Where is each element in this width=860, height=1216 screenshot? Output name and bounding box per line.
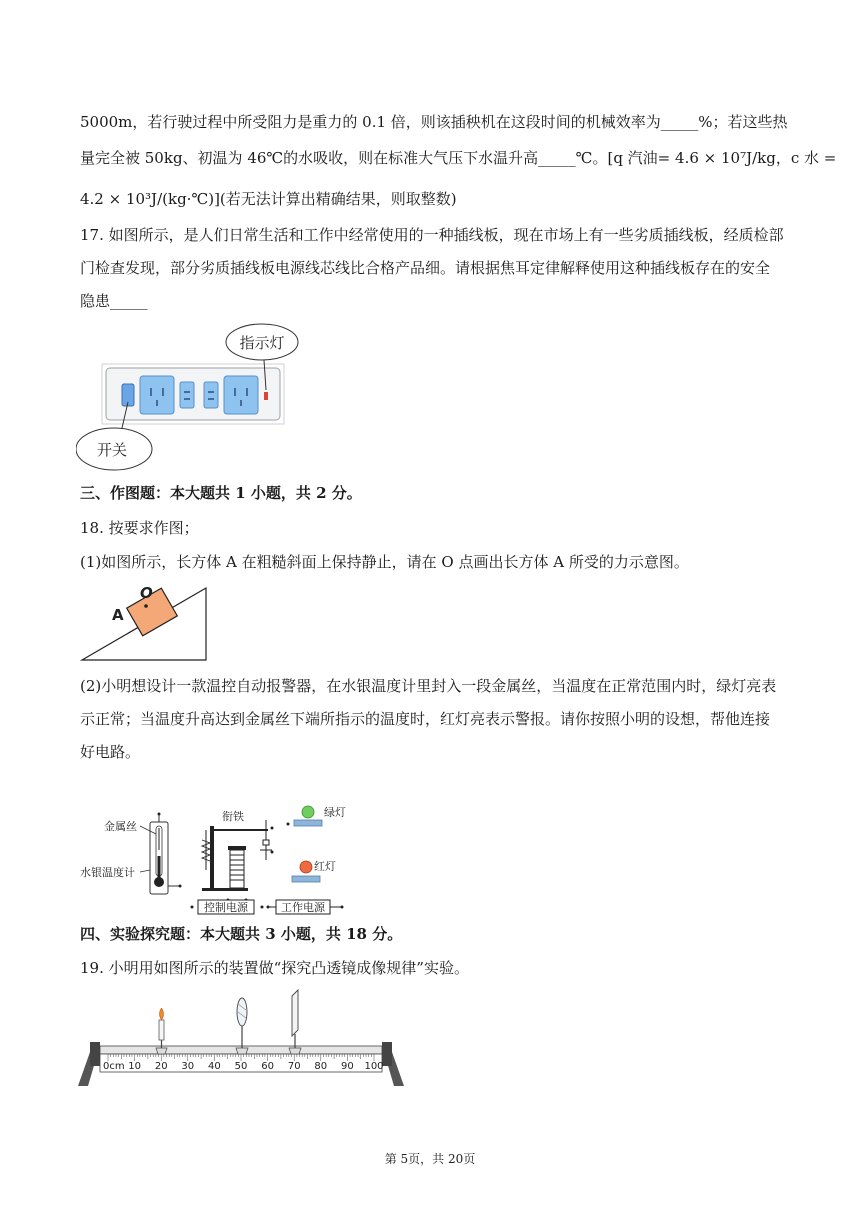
power-strip-figure	[76, 322, 306, 472]
q17-line-3: 隐患_____	[80, 292, 148, 310]
bench-tick-label: 20	[154, 1061, 168, 1072]
q16-line-3: 4.2 × 10³J/(kg·℃)](若无法计算出精确结果，则取整数)	[80, 190, 457, 208]
page-footer: 第 5页，共 20页	[384, 1152, 476, 1166]
bench-tick-label: 70	[287, 1061, 301, 1072]
bench-tick-label: 50	[234, 1061, 248, 1072]
q18-part-2-line-2: 示正常；当温度升高达到金属丝下端所指示的温度时，红灯亮表示警报。请你按照小明的设想，帮他连接	[80, 710, 771, 728]
q18-part-2-line-1: (2)小明想设计一款温控自动报警器，在水银温度计里封入一段金属丝，当温度在正常范围内时，绿灯亮表	[80, 677, 777, 695]
metal-wire-label: 金属丝	[104, 820, 137, 833]
q17-line-2: 门检查发现，部分劣质插线板电源线芯线比合格产品细。请根据焦耳定律解释使用这种插线板存在的安全	[80, 259, 771, 277]
switch-label: 开关	[96, 441, 128, 459]
bench-tick-label: 40	[208, 1061, 221, 1072]
section-4-heading: 四、实验探究题：本大题共 3 小题，共 18 分。	[80, 925, 403, 943]
q18-intro: 18. 按要求作图；	[80, 519, 199, 537]
red-lamp-label: 红灯	[314, 860, 336, 873]
bench-tick-label: 10	[128, 1061, 141, 1072]
armature-label: 衔铁	[222, 810, 244, 823]
q16-line-1: 5000m，若行驶过程中所受阻力是重力的 0.1 倍，则该插秧机在这段时间的机械效率为_____%；若这些热	[80, 113, 788, 131]
bench-unit-label: 0cm	[103, 1061, 125, 1072]
bench-tick-label: 100	[364, 1061, 384, 1072]
q18-part-2-line-3: 好电路。	[80, 743, 141, 761]
alarm-circuit-figure	[78, 800, 358, 920]
q17-line-1: 17. 如图所示，是人们日常生活和工作中经常使用的一种插线板，现在市场上有一些劣质插线板，经质检部	[80, 226, 784, 244]
optical-bench-figure	[76, 986, 406, 1088]
thermometer-label: 水银温度计	[80, 866, 135, 879]
work-power-label: 工作电源	[281, 901, 325, 914]
q19-text: 19. 小明用如图所示的装置做“探究凸透镜成像规律”实验。	[80, 959, 469, 977]
block-a-label: A	[112, 606, 124, 624]
bench-tick-label: 30	[181, 1061, 195, 1072]
indicator-label: 指示灯	[239, 334, 285, 352]
bench-tick-label: 90	[341, 1061, 354, 1072]
green-lamp-label: 绿灯	[324, 806, 346, 819]
section-3-heading: 三、作图题：本大题共 1 小题，共 2 分。	[80, 484, 362, 502]
incline-figure	[80, 580, 210, 664]
point-o-label: O	[140, 584, 153, 602]
q16-line-2: 量完全被 50kg、初温为 46℃的水吸收，则在标准大气压下水温升高_____℃。[q 汽油= 4.6 × 10⁷J/kg，c 水 =	[80, 149, 837, 167]
q18-part-1: (1)如图所示，长方体 A 在粗糙斜面上保持静止，请在 O 点画出长方体 A 所受的力示意图。	[80, 553, 689, 571]
control-power-label: 控制电源	[204, 901, 248, 914]
bench-tick-label: 60	[261, 1061, 274, 1072]
bench-tick-label: 80	[314, 1061, 328, 1072]
